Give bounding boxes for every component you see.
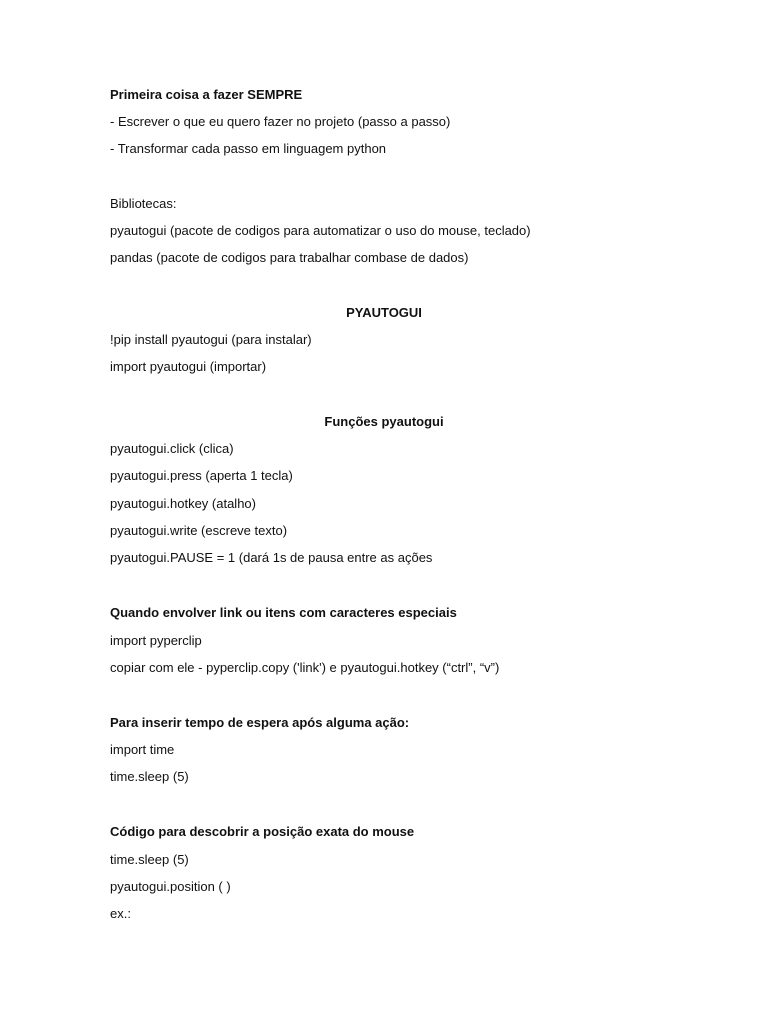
text-line: - Escrever o que eu quero fazer no projeto (passo a passo)	[110, 114, 451, 129]
text-line: time.sleep (5)	[110, 769, 189, 784]
section-heading-posicao-mouse: Código para descobrir a posição exata do mouse	[110, 824, 415, 839]
text-line: import time	[110, 742, 175, 757]
text-line: import pyautogui (importar)	[110, 359, 267, 374]
text-line: import pyperclip	[110, 633, 202, 648]
section-heading-link: Quando envolver link ou itens com caracteres especiais	[110, 605, 457, 620]
text-line: - Transformar cada passo em linguagem python	[110, 141, 387, 156]
text-line: time.sleep (5)	[110, 852, 189, 867]
text-line: pandas (pacote de codigos para trabalhar combase de dados)	[110, 250, 469, 265]
text-line: pyautogui.position ( )	[110, 879, 231, 894]
text-line: copiar com ele - pyperclip.copy ('link') e pyautogui.hotkey (“ctrl”, “v”)	[110, 660, 500, 675]
text-line: !pip install pyautogui (para instalar)	[110, 332, 312, 347]
text-line-bibliotecas: Bibliotecas:	[110, 196, 177, 211]
text-line: pyautogui.press (aperta 1 tecla)	[110, 468, 293, 483]
text-line: pyautogui.click (clica)	[110, 441, 234, 456]
section-heading-primeira-coisa: Primeira coisa a fazer SEMPRE	[110, 87, 303, 102]
section-heading-tempo-espera: Para inserir tempo de espera após alguma ação:	[110, 715, 410, 730]
text-line: pyautogui.hotkey (atalho)	[110, 496, 256, 511]
section-heading-pyautogui: PYAUTOGUI	[346, 305, 422, 320]
text-line: pyautogui (pacote de codigos para automatizar o uso do mouse, teclado)	[110, 223, 531, 238]
text-line: ex.:	[110, 906, 131, 921]
text-line: pyautogui.PAUSE = 1 (dará 1s de pausa entre as ações	[110, 550, 433, 565]
section-heading-funcoes: Funções pyautogui	[324, 414, 444, 429]
text-line: pyautogui.write (escreve texto)	[110, 523, 288, 538]
